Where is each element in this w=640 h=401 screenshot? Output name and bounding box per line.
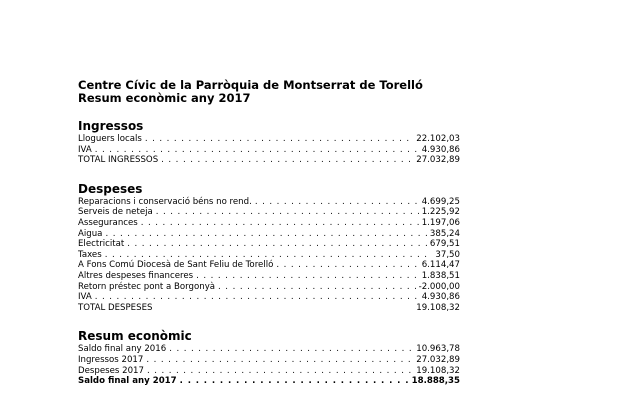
- dot-leader: [161, 155, 413, 166]
- row-value: 1.838,51: [421, 270, 460, 281]
- row-label: IVA: [78, 292, 92, 303]
- despeses-row: [78, 292, 460, 303]
- row-label: TOTAL DESPESES: [78, 302, 153, 313]
- row-value: 4.930,86: [421, 292, 460, 303]
- row-label: Aigua: [78, 228, 103, 239]
- dot-leader: [147, 366, 413, 377]
- row-value: 1.197,06: [421, 217, 460, 228]
- dot-leader: [95, 292, 419, 303]
- ingressos-heading: Ingressos: [78, 119, 144, 133]
- ingressos-row: [78, 134, 460, 145]
- despeses-total-row: [78, 303, 460, 314]
- row-value: 1.225,92: [421, 207, 460, 218]
- row-label: Lloguers locals: [78, 134, 142, 144]
- ingressos-total-row: [78, 155, 460, 166]
- resum-row: [78, 344, 460, 355]
- row-label: Despeses 2017: [78, 365, 144, 376]
- row-value: 27.032,89: [416, 354, 460, 365]
- despeses-row: [78, 218, 460, 229]
- row-value: 19.108,32: [416, 365, 460, 376]
- row-value: 27.032,89: [416, 155, 460, 166]
- despeses-row: [78, 260, 460, 271]
- dot-leader: [95, 145, 419, 156]
- dot-leader: [156, 207, 419, 218]
- resum-final-row: [78, 376, 460, 387]
- resum-heading: Resum econòmic: [78, 329, 192, 344]
- dot-leader: [127, 239, 427, 250]
- document-page: [78, 79, 460, 387]
- despeses-row: [78, 197, 460, 208]
- resum-row: [78, 366, 460, 377]
- dot-leader: [141, 218, 419, 229]
- dot-leader: [255, 197, 419, 208]
- despeses-heading: Despeses: [78, 181, 143, 196]
- dot-leader: [105, 229, 426, 240]
- despeses-row: [78, 229, 460, 240]
- row-label: Taxes: [78, 249, 102, 260]
- row-value: 18.888,35: [411, 376, 460, 387]
- document-title-line2: Resum econòmic any 2017: [78, 91, 251, 105]
- despeses-row: [78, 239, 460, 250]
- row-label: Retorn préstec pont a Borgonyà: [78, 281, 216, 292]
- row-label: Saldo final any 2017: [78, 376, 177, 387]
- dot-leader: [196, 271, 419, 282]
- dot-leader: [105, 250, 433, 261]
- resum-row: [78, 355, 460, 366]
- row-label: Electricitat: [78, 239, 125, 250]
- row-value: 6.114,47: [421, 260, 460, 271]
- row-value: 19.108,32: [416, 302, 460, 313]
- dot-leader: [146, 355, 413, 366]
- row-label: Serveis de neteja: [78, 207, 153, 218]
- ingressos-row: [78, 145, 460, 156]
- row-label: A Fons Comú Diocesà de Sant Feliu de Torelló: [78, 260, 274, 271]
- despeses-row: [78, 282, 460, 293]
- row-value: 10.963,78: [416, 344, 460, 355]
- row-label: Saldo final any 2016: [78, 344, 167, 355]
- row-label: IVA: [78, 144, 92, 155]
- row-label: Ingressos 2017: [78, 354, 144, 365]
- row-value: 4.930,86: [421, 144, 460, 155]
- dot-leader: [169, 344, 413, 355]
- row-label: Assegurances: [78, 217, 138, 228]
- row-label: TOTAL INGRESSOS: [78, 155, 159, 166]
- row-value: 37,50: [435, 249, 460, 260]
- despeses-row: [78, 250, 460, 261]
- row-value: 22.102,03: [416, 134, 460, 144]
- dot-leader: [180, 376, 409, 387]
- row-label: Altres despeses financeres: [78, 270, 194, 281]
- dot-leader: [218, 282, 416, 293]
- row-value: -2.000,00: [418, 281, 460, 292]
- despeses-row: [78, 207, 460, 218]
- despeses-row: [78, 271, 460, 282]
- document-title-line1: Centre Cívic de la Parròquia de Montserrat de Torelló: [78, 78, 423, 92]
- dot-leader: [145, 134, 413, 145]
- dot-leader: [276, 260, 418, 271]
- row-value: 679,51: [429, 239, 460, 250]
- row-label: Reparacions i conservació béns no rend.: [78, 196, 252, 207]
- row-value: 385,24: [429, 228, 460, 239]
- row-value: 4.699,25: [421, 196, 460, 207]
